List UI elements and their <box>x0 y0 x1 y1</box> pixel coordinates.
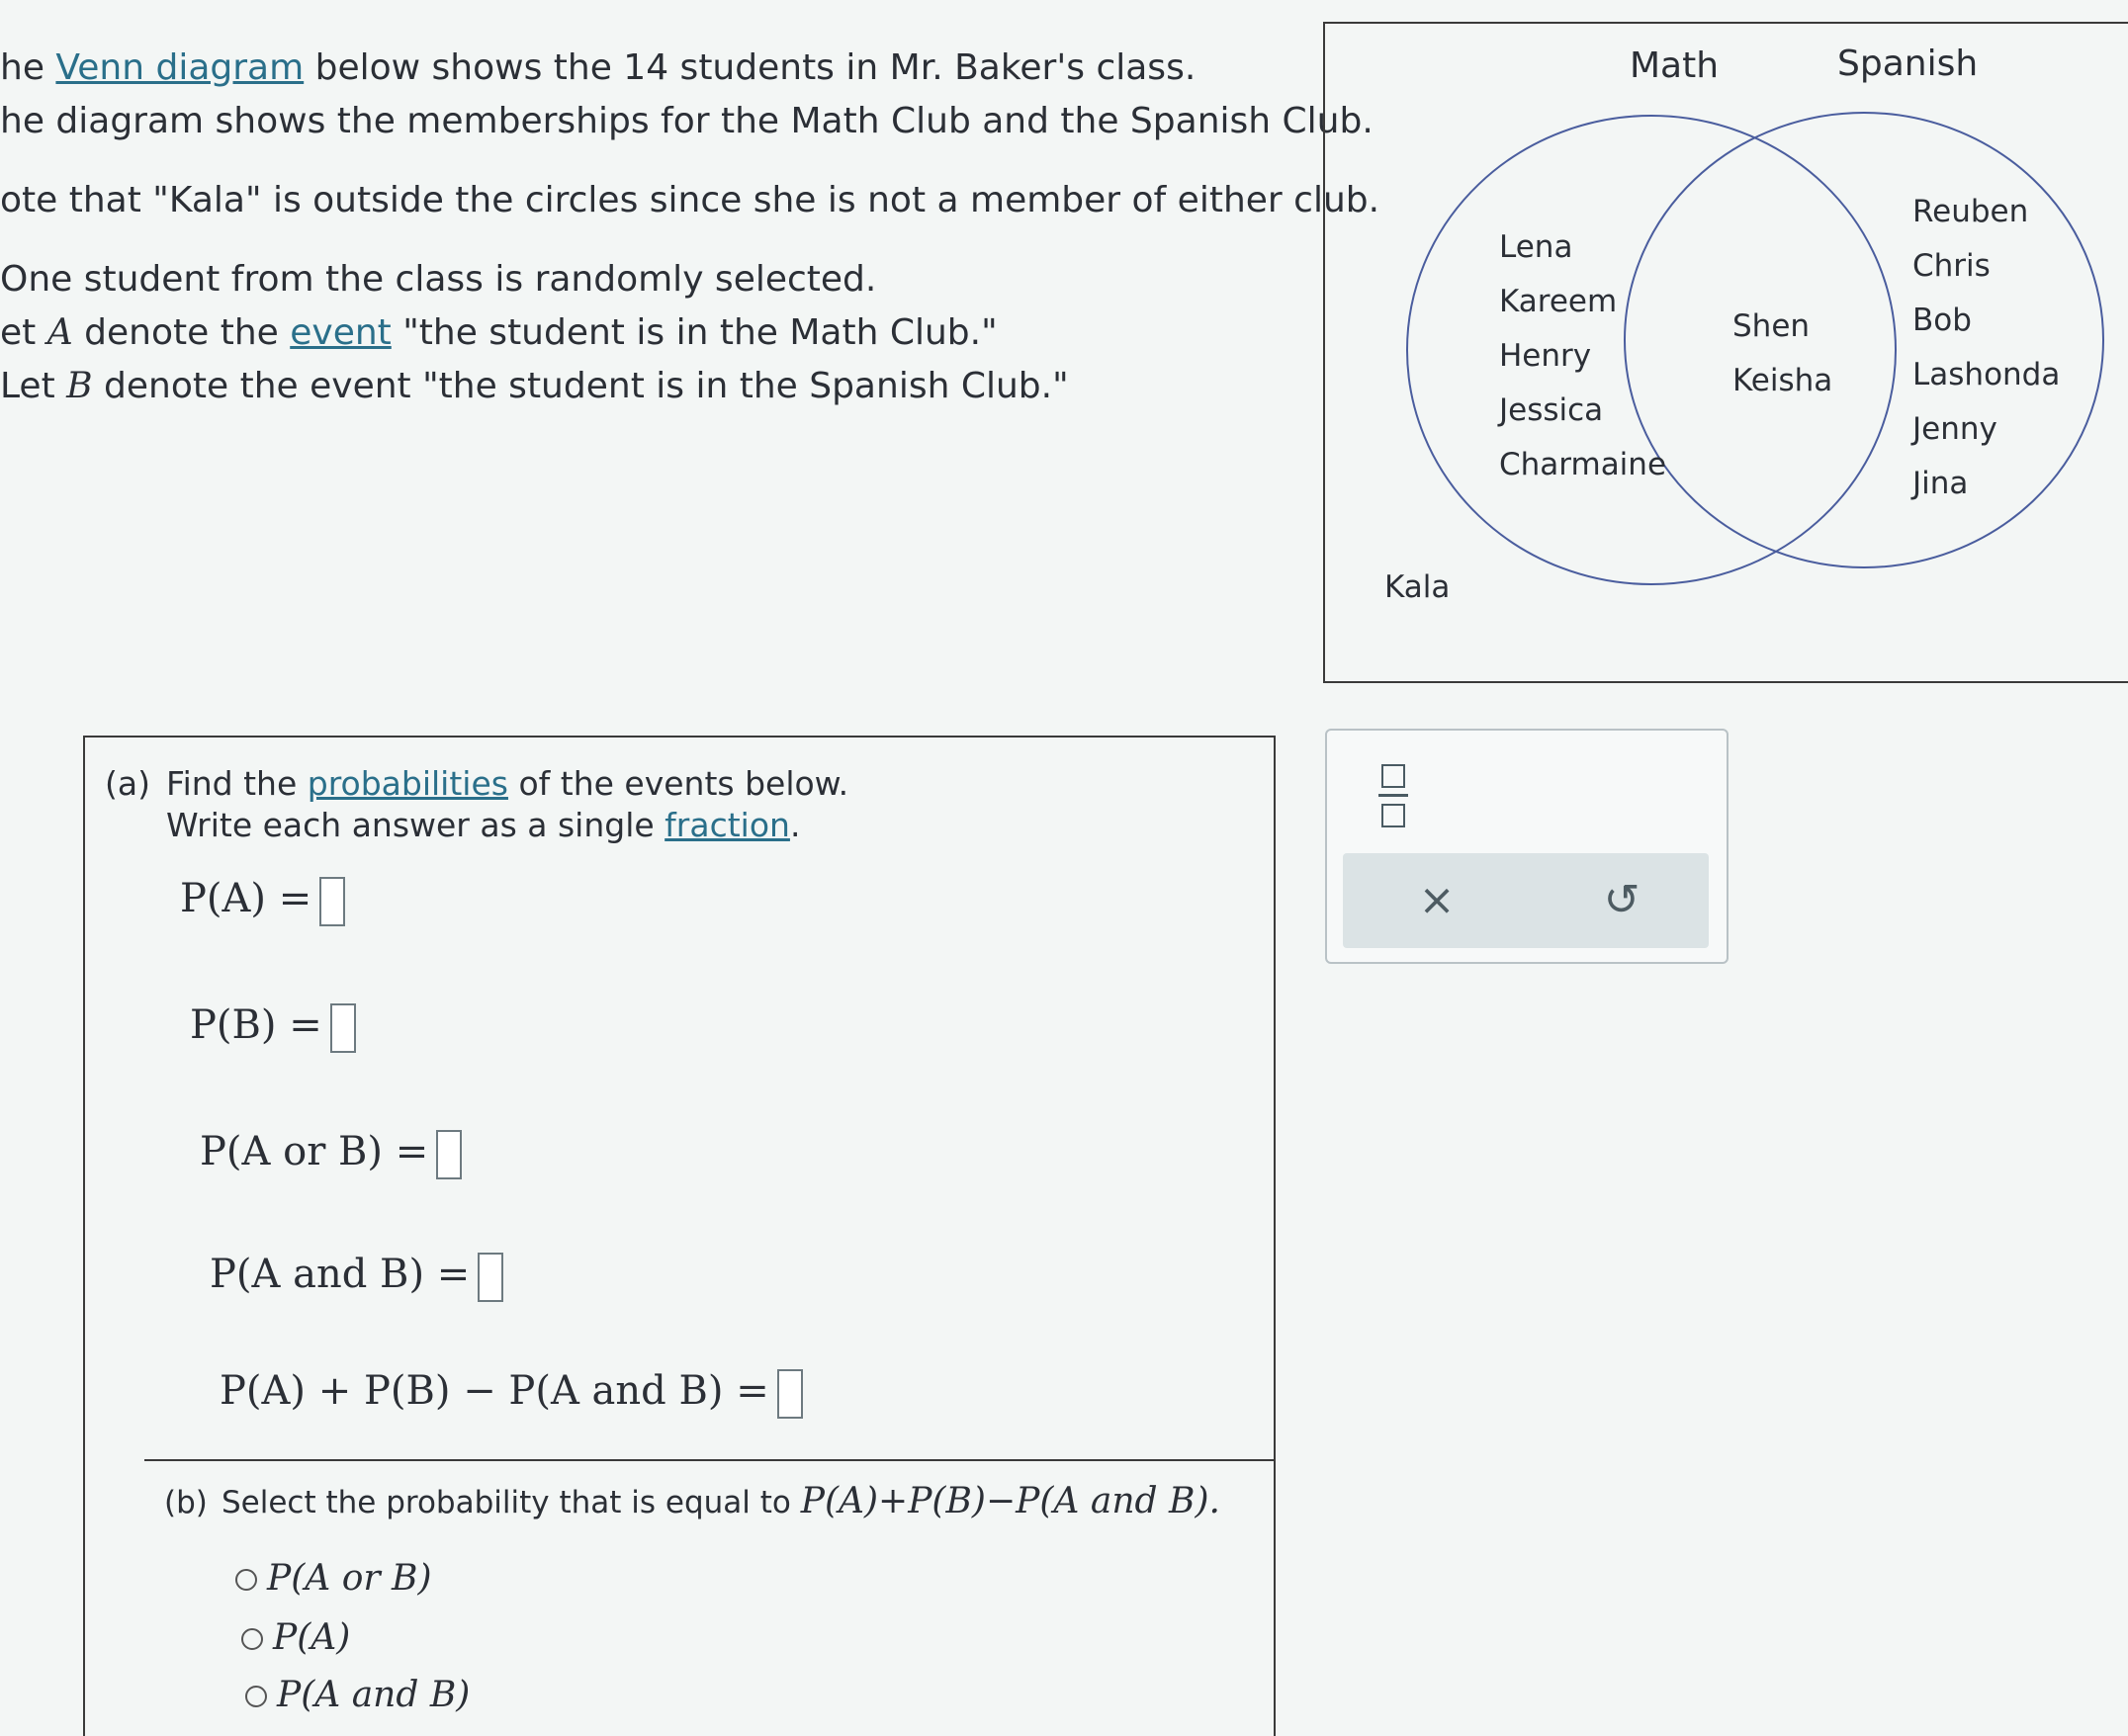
math-only-name: Henry <box>1499 338 1592 374</box>
both-name: Shen <box>1732 308 1811 344</box>
outside-name: Kala <box>1384 569 1451 605</box>
math-circle <box>1407 116 1896 584</box>
part-b-question: (b) Select the probability that is equal to P(A)+P(B)−P(A and B). <box>164 1481 1220 1521</box>
venn-svg <box>1325 24 2128 681</box>
spanish-only-name: Chris <box>1912 248 1991 284</box>
intro-line-3: ote that "Kala" is outside the circles since she is not a member of either club. <box>0 180 1380 220</box>
intro-line-6: Let B denote the event "the student is in the Spanish Club." <box>0 366 1069 406</box>
option-p-a-and-b[interactable]: P(A and B) <box>245 1675 470 1715</box>
spanish-only-name: Jina <box>1912 466 1969 501</box>
answer-tools-panel <box>1325 729 1729 964</box>
spanish-only-name: Jenny <box>1912 411 1997 447</box>
fraction-link[interactable]: fraction <box>665 806 790 844</box>
option-p-a[interactable]: P(A) <box>241 1617 350 1658</box>
spanish-only-name: Lashonda <box>1912 357 2061 392</box>
intro-line-4: One student from the class is randomly selected. <box>0 259 877 300</box>
spanish-only-name: Reuben <box>1912 194 2029 229</box>
denominator-box-icon <box>1381 804 1405 827</box>
equation-p-a-and-b: P(A and B) = <box>210 1252 503 1302</box>
spanish-circle <box>1625 113 2103 567</box>
probabilities-link[interactable]: probabilities <box>307 764 508 803</box>
event-link[interactable]: event <box>290 312 392 353</box>
radio-button[interactable] <box>235 1569 257 1591</box>
clear-button[interactable]: × <box>1418 875 1456 925</box>
answer-input-p-a[interactable] <box>319 877 345 926</box>
equation-p-a-or-b: P(A or B) = <box>200 1129 462 1179</box>
spanish-only-name: Bob <box>1912 303 1972 338</box>
math-only-name: Kareem <box>1499 284 1618 319</box>
math-only-name: Jessica <box>1499 392 1604 428</box>
part-a-label: (a) <box>105 764 150 803</box>
question-panel <box>83 736 1276 1736</box>
equation-addition-rule: P(A) + P(B) − P(A and B) = <box>220 1368 803 1419</box>
undo-button[interactable]: ↺ <box>1603 875 1640 925</box>
radio-button[interactable] <box>241 1628 263 1650</box>
venn-diagram <box>1323 22 2128 683</box>
problem-statement <box>0 42 1380 413</box>
numerator-box-icon <box>1381 764 1405 788</box>
both-name: Keisha <box>1732 363 1833 398</box>
math-label: Math <box>1630 45 1720 86</box>
equation-p-b: P(B) = <box>190 1002 356 1053</box>
answer-input-p-a-or-b[interactable] <box>436 1130 462 1179</box>
intro-line-1: he Venn diagram below shows the 14 students in Mr. Baker's class. <box>0 47 1197 88</box>
spanish-label: Spanish <box>1837 43 1979 84</box>
answer-input-p-a-and-b[interactable] <box>478 1253 503 1302</box>
intro-line-2: he diagram shows the memberships for the Math Club and the Spanish Club. <box>0 101 1374 141</box>
answer-input-addition-rule[interactable] <box>777 1369 803 1419</box>
answer-input-p-b[interactable] <box>330 1003 356 1053</box>
fraction-template-button[interactable] <box>1378 764 1408 827</box>
section-divider <box>144 1459 1274 1461</box>
tool-actions-bar <box>1343 853 1709 948</box>
fraction-bar-icon <box>1378 794 1408 797</box>
venn-diagram-link[interactable]: Venn diagram <box>55 47 305 88</box>
part-b-label: (b) <box>164 1485 208 1520</box>
equation-p-a: P(A) = <box>180 876 345 926</box>
math-only-name: Lena <box>1499 229 1573 265</box>
part-a-instructions: (a) Find the probabilities of the events below. Write each answer as a single fraction. <box>105 764 849 844</box>
radio-button[interactable] <box>245 1686 267 1707</box>
math-only-name: Charmaine <box>1499 447 1667 482</box>
option-p-a-or-b[interactable]: P(A or B) <box>235 1558 432 1599</box>
intro-line-5: et A denote the event "the student is in the Math Club." <box>0 312 998 353</box>
